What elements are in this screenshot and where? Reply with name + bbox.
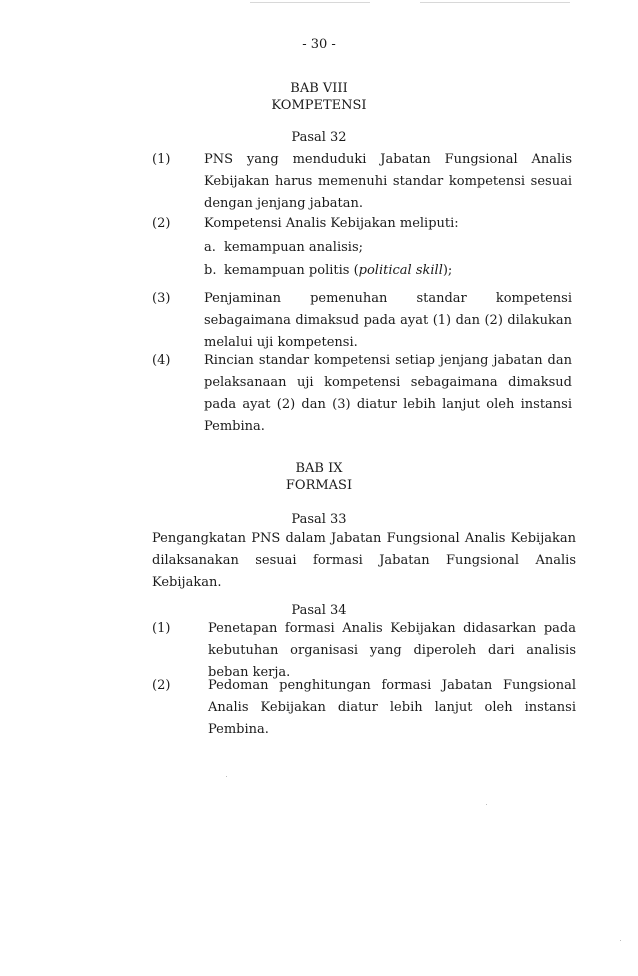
article-paragraph: Rincian standar kompetensi setiap jenjang jabatan dan pelaksanaan uji kompetensi sebagaimana dimaksud pada ayat (2) dan (3) diatur lebih lanjut oleh instansi Pembina. bbox=[204, 353, 572, 434]
sub-item-letter: b. bbox=[204, 263, 217, 278]
item-number: (2) bbox=[152, 678, 171, 693]
scan-edge-line bbox=[250, 2, 370, 3]
article-heading: Pasal 32 bbox=[291, 130, 347, 145]
chapter-subtitle: KOMPETENSI bbox=[271, 98, 367, 113]
sub-item-text-end: ); bbox=[442, 263, 453, 278]
article-paragraph: Pedoman penghitungan formasi Jabatan Fungsional Analis Kebijakan diatur lebih lanjut oleh instansi Pembina. bbox=[208, 678, 576, 737]
chapter-title: BAB VIII bbox=[290, 81, 348, 96]
page-number: - 30 - bbox=[302, 37, 336, 52]
article-heading: Pasal 34 bbox=[291, 603, 347, 618]
sub-item-letter: a. bbox=[204, 240, 216, 255]
article-heading: Pasal 33 bbox=[291, 512, 347, 527]
item-number: (3) bbox=[152, 291, 171, 306]
scan-speck bbox=[486, 804, 487, 805]
scan-edge-line bbox=[420, 2, 570, 3]
chapter-title: BAB IX bbox=[295, 461, 343, 476]
item-number: (1) bbox=[152, 152, 171, 167]
article-paragraph: Kompetensi Analis Kebijakan meliputi: bbox=[204, 216, 459, 231]
chapter-subtitle: FORMASI bbox=[285, 478, 353, 493]
item-number: (4) bbox=[152, 353, 171, 368]
item-number: (1) bbox=[152, 621, 171, 636]
article-paragraph: Penetapan formasi Analis Kebijakan didasarkan pada kebutuhan organisasi yang diperoleh dari analisis beban kerja. bbox=[208, 621, 576, 680]
article-paragraph: PNS yang menduduki Jabatan Fungsional Analis Kebijakan harus memenuhi standar kompetensi sesuai dengan jenjang jabatan. bbox=[204, 152, 572, 211]
article-paragraph: Penjaminan pemenuhan standar kompetensi sebagaimana dimaksud pada ayat (1) dan (2) dilakukan melalui uji kompetensi. bbox=[204, 291, 572, 350]
sub-item-text-start: kemampuan politis ( bbox=[224, 263, 359, 278]
sub-item-italic: political skill bbox=[358, 263, 443, 278]
scan-speck bbox=[620, 940, 621, 941]
item-number: (2) bbox=[152, 216, 171, 231]
scan-speck bbox=[226, 776, 227, 777]
sub-item-text: kemampuan analisis; bbox=[224, 240, 363, 255]
sub-item-text bbox=[224, 260, 564, 282]
article-paragraph: Pengangkatan PNS dalam Jabatan Fungsional Analis Kebijakan dilaksanakan sesuai formasi Jabatan Fungsional Analis Kebijakan. bbox=[152, 531, 576, 590]
